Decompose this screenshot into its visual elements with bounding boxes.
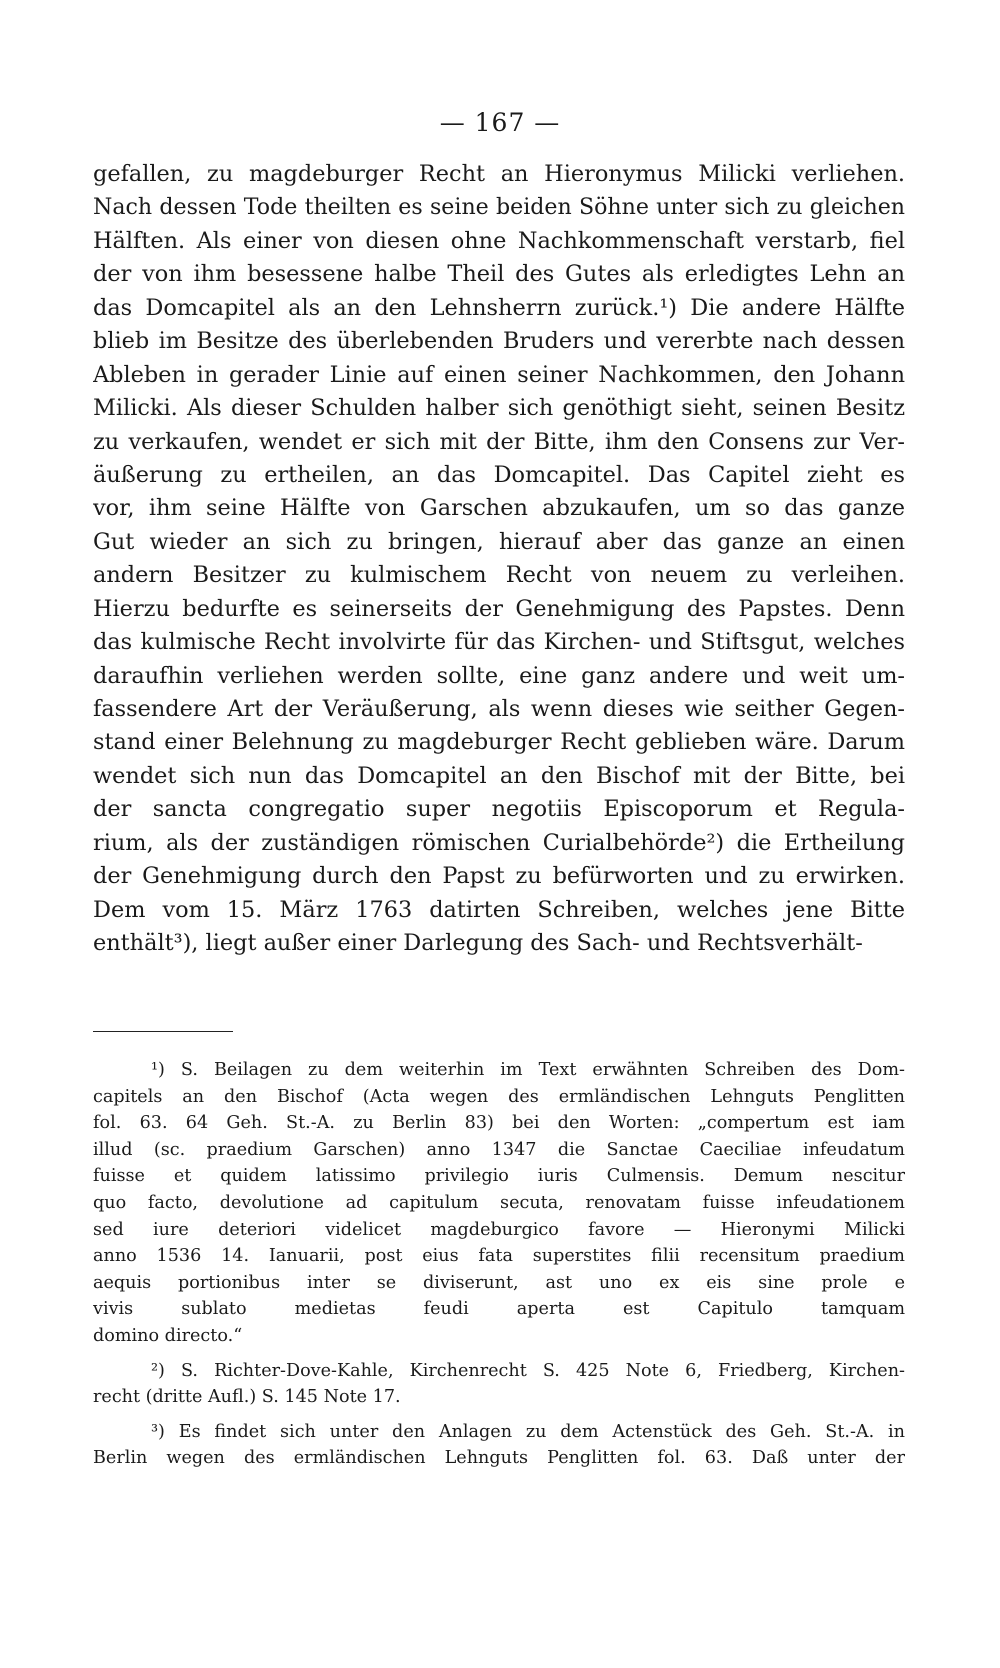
footnote-separator — [93, 1031, 233, 1032]
footnote-1-line: anno 1536 14. Ianuarii, post eius fata superstites filii recensitum praedium — [93, 1246, 905, 1267]
body-line: äußerung zu ertheilen, an das Domcapitel. Das Capitel zieht es — [93, 461, 905, 488]
footnote-2-line: recht (dritte Aufl.) S. 145 Note 17. — [93, 1387, 401, 1408]
footnote-1-line: illud (sc. praedium Garschen) anno 1347 die Sanctae Caeciliae infeudatum — [93, 1139, 905, 1160]
footnote-1-line: sed iure deteriori videlicet magdeburgico favore — Hieronymi Milicki — [93, 1219, 905, 1240]
footnote-2-line: ²) S. Richter-Dove-Kahle, Kirchenrecht S. 425 Note 6, Friedberg, Kirchen- — [151, 1360, 905, 1381]
body-line: Dem vom 15. März 1763 datirten Schreiben, welches jene Bitte — [93, 896, 905, 923]
footnote-1-line: domino directo.“ — [93, 1325, 243, 1346]
body-line: Nach dessen Tode theilten es seine beiden Söhne unter sich zu gleichen — [93, 194, 905, 221]
body-line: Hierzu bedurfte es seinerseits der Genehmigung des Papstes. Denn — [93, 595, 905, 622]
body-line: der sancta congregatio super negotiis Episcoporum et Regula- — [93, 796, 905, 823]
body-line: rium, als der zuständigen römischen Curialbehörde²) die Ertheilung — [93, 829, 905, 856]
body-line: Hälften. Als einer von diesen ohne Nachkommenschaft verstarb, fiel — [93, 227, 905, 254]
footnote-1-line: ¹) S. Beilagen zu dem weiterhin im Text erwähnten Schreiben des Dom- — [151, 1060, 905, 1080]
footnote-1-line: quo facto, devolutione ad capitulum secuta, renovatam fuisse infeudationem — [93, 1192, 905, 1213]
body-line: Milicki. Als dieser Schulden halber sich genöthigt sieht, seinen Besitz — [93, 395, 905, 422]
body-line: Ableben in gerader Linie auf einen seiner Nachkommen, den Johann — [93, 361, 905, 388]
footnote-1-line: aequis portionibus inter se diviserunt, ast uno ex eis sine prole e — [93, 1272, 905, 1293]
body-line: der von ihm besessene halbe Theil des Gutes als erledigtes Lehn an — [93, 261, 905, 288]
body-line: blieb im Besitze des überlebenden Bruders und vererbte nach dessen — [93, 328, 905, 355]
footnote-1-line: vivis sublato medietas feudi aperta est Capitulo tamquam — [93, 1299, 905, 1320]
footnote-1-line: capitels an den Bischof (Acta wegen des ermländischen Lehnguts Penglitten — [93, 1086, 905, 1107]
page-number: — 167 — — [439, 108, 561, 137]
body-line: zu verkaufen, wendet er sich mit der Bitte, ihm den Consens zur Ver- — [93, 428, 905, 455]
body-line: das kulmische Recht involvirte für das Kirchen- und Stiftsgut, welches — [93, 629, 905, 656]
body-line: vor, ihm seine Hälfte von Garschen abzukaufen, um so das ganze — [93, 495, 905, 522]
footnote-3-line: ³) Es findet sich unter den Anlagen zu dem Actenstück des Geh. St.-A. in — [151, 1421, 905, 1442]
body-line: das Domcapitel als an den Lehnsherrn zurück.¹) Die andere Hälfte — [93, 294, 905, 321]
body-line: andern Besitzer zu kulmischem Recht von neuem zu verleihen. — [93, 562, 905, 589]
footnote-gap — [93, 1350, 905, 1358]
body-line: gefallen, zu magdeburger Recht an Hieronymus Milicki verliehen. — [93, 161, 905, 187]
body-line: enthält³), liegt außer einer Darlegung des Sach- und Rechtsverhält- — [93, 930, 863, 957]
body-line: Gut wieder an sich zu bringen, hierauf aber das ganze an einen — [93, 528, 905, 555]
body-line: wendet sich nun das Domcapitel an den Bischof mit der Bitte, bei — [93, 762, 905, 789]
footnotes — [93, 1057, 905, 1472]
body-line: daraufhin verliehen werden sollte, eine ganz andere und weit um- — [93, 662, 905, 689]
body-line: stand einer Belehnung zu magdeburger Recht geblieben wäre. Darum — [93, 729, 905, 756]
body-line: der Genehmigung durch den Papst zu befürworten und zu erwirken. — [93, 863, 905, 890]
footnote-1-line: fol. 63. 64 Geh. St.-A. zu Berlin 83) bei den Worten: „compertum est iam — [93, 1113, 905, 1134]
body-line: fassendere Art der Veräußerung, als wenn dieses wie seither Gegen- — [93, 696, 905, 722]
footnote-1-line: fuisse et quidem latissimo privilegio iuris Culmensis. Demum nescitur — [93, 1166, 905, 1187]
body-text — [93, 158, 905, 961]
footnote-3-line: Berlin wegen des ermländischen Lehnguts Penglitten fol. 63. Daß unter der — [93, 1448, 905, 1469]
footnote-gap — [93, 1411, 905, 1419]
